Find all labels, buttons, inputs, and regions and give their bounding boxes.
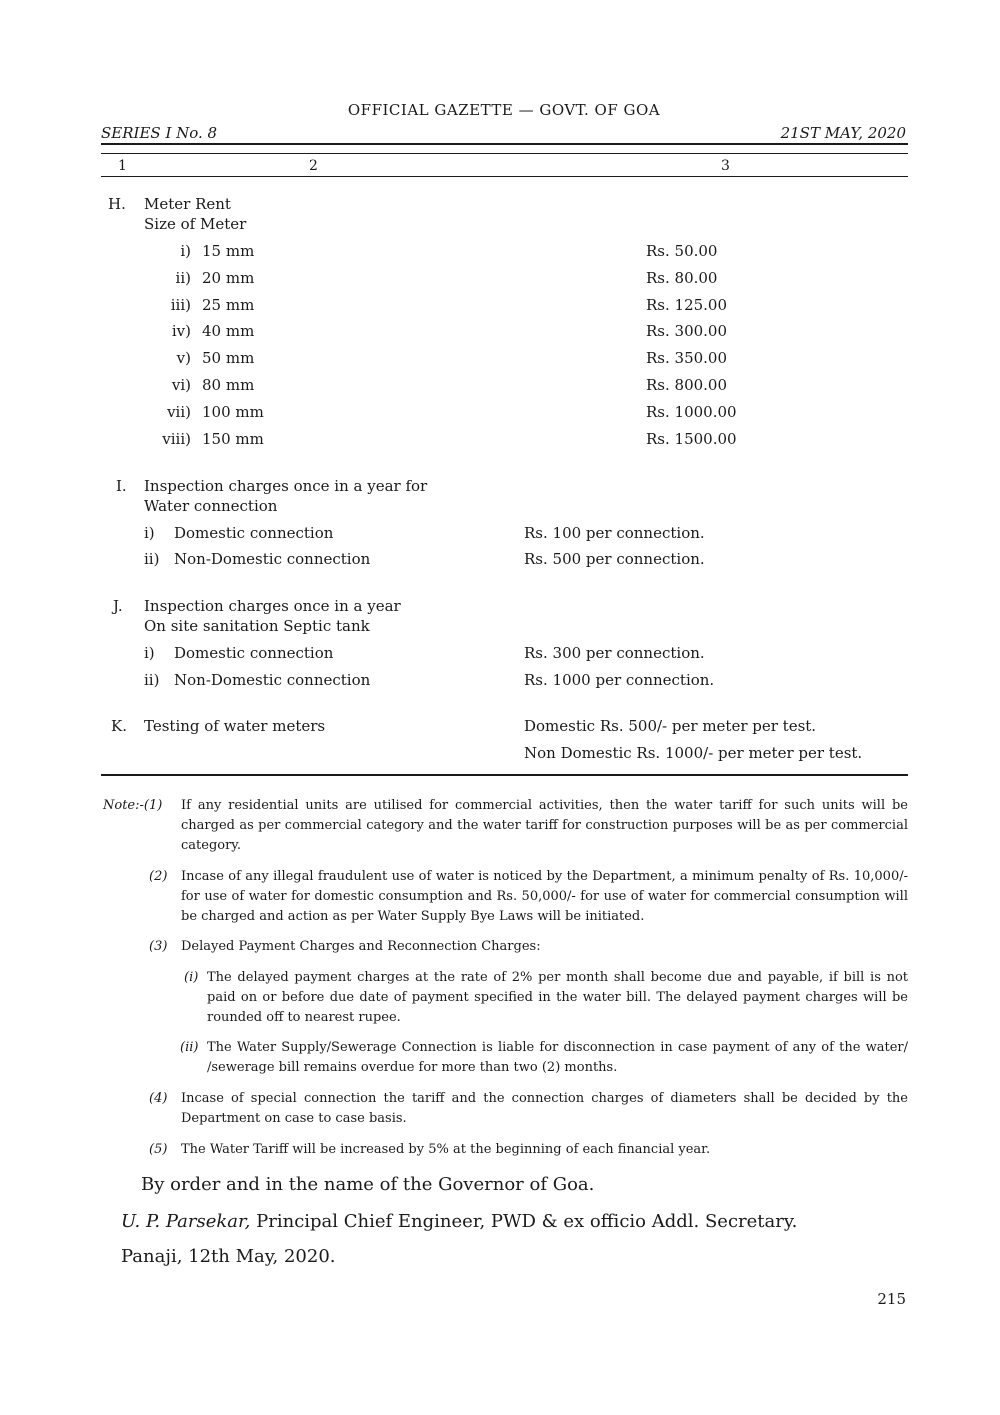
section-letter: H.	[108, 195, 126, 213]
row-number: iii)	[170, 296, 191, 314]
domestic-test-charge: Domestic Rs. 500/- per meter per test.	[524, 717, 817, 735]
sub-note-number: (i)	[184, 970, 199, 985]
meter-rent: Rs. 800.00	[646, 376, 728, 394]
column-head-top-rule	[101, 153, 908, 154]
section-subtitle: Size of Meter	[144, 215, 247, 233]
row-number: ii)	[144, 550, 160, 568]
connection-type: Non-Domestic connection	[174, 671, 371, 689]
publication-date: 21ST MAY, 2020	[780, 124, 906, 142]
column-head-2: 2	[309, 158, 318, 174]
row-number: i)	[144, 644, 155, 662]
place-and-date: Panaji, 12th May, 2020.	[121, 1246, 336, 1267]
section-title: Testing of water meters	[144, 717, 326, 735]
inspection-charge: Rs. 300 per connection.	[524, 644, 705, 662]
meter-rent: Rs. 1500.00	[646, 430, 737, 448]
series-number: SERIES I No. 8	[101, 124, 218, 142]
row-number: vi)	[171, 376, 191, 394]
column-head-bottom-rule	[101, 176, 908, 177]
note-number: (5)	[149, 1142, 168, 1157]
section-letter: I.	[116, 477, 127, 495]
note-text: Incase of special connection the tariff and the connection charges of diameters shall be decided by the Department on case to case basis.	[181, 1091, 908, 1126]
meter-size: 80 mm	[202, 376, 255, 394]
inspection-charge: Rs. 1000 per connection.	[524, 671, 715, 689]
note-text: Delayed Payment Charges and Reconnection Charges:	[181, 939, 541, 954]
row-number: iv)	[171, 322, 191, 340]
section-title-continued: On site sanitation Septic tank	[144, 617, 370, 635]
section-title-continued: Water connection	[144, 497, 278, 515]
meter-rent: Rs. 1000.00	[646, 403, 737, 421]
meter-size: 40 mm	[202, 322, 255, 340]
sub-note-number: (ii)	[180, 1040, 199, 1055]
row-number: vii)	[167, 403, 191, 421]
meter-rent: Rs. 80.00	[646, 269, 718, 287]
section-title: Inspection charges once in a year for	[144, 477, 428, 495]
gazette-title: OFFICIAL GAZETTE — GOVT. OF GOA	[347, 101, 661, 119]
inspection-charge: Rs. 500 per connection.	[524, 550, 705, 568]
note-prefix: Note:-	[103, 798, 144, 813]
section-letter: J.	[113, 597, 123, 615]
note-text: Incase of any illegal fraudulent use of water is noticed by the Department, a minimum penalty of Rs. 10,000/- for use of water for domestic consumption and Rs. 50,000/- for use of water for commercial consumption will be charged and action as per Water Supply Bye Laws will be initiated.	[181, 869, 908, 924]
sub-note-text: The Water Supply/Sewerage Connection is liable for disconnection in case payment of any of the water/ /sewerage bill remains overdue for more than two (2) months.	[207, 1040, 908, 1075]
row-number: i)	[180, 242, 191, 260]
meter-size: 100 mm	[202, 403, 264, 421]
meter-size: 150 mm	[202, 430, 264, 448]
row-number: v)	[176, 349, 191, 367]
meter-rent: Rs. 300.00	[646, 322, 728, 340]
meter-size: 50 mm	[202, 349, 255, 367]
note-text: If any residential units are utilised for commercial activities, then the water tariff for such units will be charged as per commercial category and the water tariff for construction purposes will be as per commercial category.	[181, 798, 908, 853]
meter-size: 15 mm	[202, 242, 255, 260]
column-head-3: 3	[721, 158, 730, 174]
meter-size: 25 mm	[202, 296, 255, 314]
section-letter: K.	[111, 717, 127, 735]
section-title: Inspection charges once in a year	[144, 597, 401, 615]
row-number: viii)	[162, 430, 191, 448]
non-domestic-test-charge: Non Domestic Rs. 1000/- per meter per test.	[524, 744, 863, 762]
note-number: (4)	[149, 1091, 168, 1106]
column-head-1: 1	[118, 158, 127, 174]
sub-note-text: The delayed payment charges at the rate of 2% per month shall become due and payable, if bill is not paid on or before due date of payment specified in the water bill. The delayed payment charges will be rounded off to nearest rupee.	[207, 970, 908, 1025]
order-line: By order and in the name of the Governor of Goa.	[141, 1174, 595, 1195]
note-label	[103, 798, 162, 813]
signatory-name: U. P. Parsekar,	[121, 1211, 251, 1232]
section-title: Meter Rent	[144, 195, 231, 213]
meter-rent: Rs. 50.00	[646, 242, 718, 260]
meter-size: 20 mm	[202, 269, 255, 287]
signatory	[121, 1211, 797, 1232]
connection-type: Domestic connection	[174, 644, 334, 662]
inspection-charge: Rs. 100 per connection.	[524, 524, 705, 542]
note-number: (1)	[143, 798, 163, 813]
row-number: ii)	[144, 671, 160, 689]
meter-rent: Rs. 350.00	[646, 349, 728, 367]
note-text: The Water Tariff will be increased by 5% at the beginning of each financial year.	[181, 1142, 711, 1157]
note-number: (2)	[149, 869, 168, 884]
connection-type: Domestic connection	[174, 524, 334, 542]
header-rule	[101, 143, 908, 145]
row-number: i)	[144, 524, 155, 542]
meter-rent: Rs. 125.00	[646, 296, 728, 314]
note-number: (3)	[149, 939, 168, 954]
table-bottom-rule	[101, 774, 908, 776]
page-number: 215	[877, 1290, 906, 1308]
row-number: ii)	[175, 269, 191, 287]
signatory-designation: Principal Chief Engineer, PWD & ex officio Addl. Secretary.	[256, 1211, 798, 1232]
connection-type: Non-Domestic connection	[174, 550, 371, 568]
